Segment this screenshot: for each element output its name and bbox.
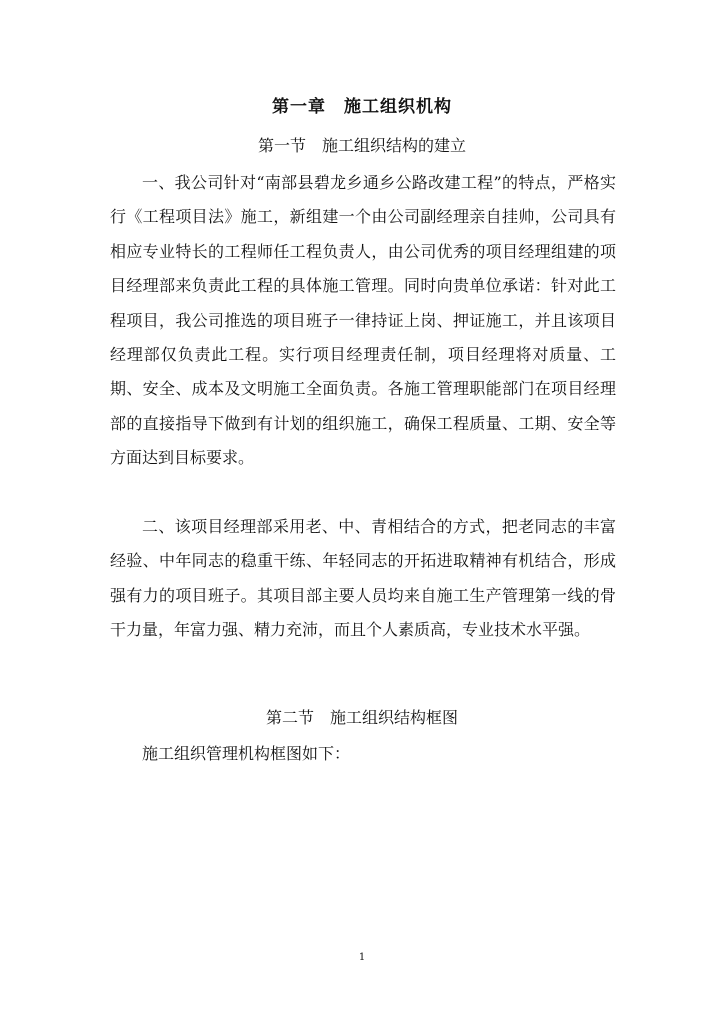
paragraph-diagram-intro: 施工组织管理机构框图如下： — [142, 744, 351, 763]
paragraph-team-composition: 二、该项目经理部采用老、中、青相结合的方式，把老同志的丰富经验、中年同志的稳重干练、年轻同志的开拓进取精神有机结合，形成强有力的项目班子。其项目部主要人员均来自施工生产管理第一线的骨干力量，年富力强、精力充沛，而且个人素质高，专业技术水平强。 — [110, 517, 616, 640]
section-1-title: 第一节 施工组织结构的建立 — [257, 136, 466, 155]
paragraph-organization: 一、我公司针对“南部县碧龙乡通乡公路改建工程”的特点，严格实行《工程项目法》施工，新组建一个由公司副经理亲自挂帅，公司具有相应专业特长的工程师任工程负责人，由公司优秀的项目经理组建的项目经理部来负责此工程的具体施工管理。同时向贵单位承诺：针对此工程项目，我公司推选的项目班子一律持证上岗、押证施工，并且该项目经理部仅负责此工程。实行项目经理责任制，项目经理将对质量、工期、安全、成本及文明施工全面负责。各施工管理职能部门在项目经理部的直接指导下做到有计划的组织施工，确保工程质量、工期、安全等方面达到目标要求。 — [110, 173, 616, 468]
section-2-title: 第二节 施工组织结构框图 — [265, 708, 458, 727]
page-number: 1 — [358, 952, 366, 963]
chapter-title: 第一章 施工组织机构 — [272, 97, 452, 117]
